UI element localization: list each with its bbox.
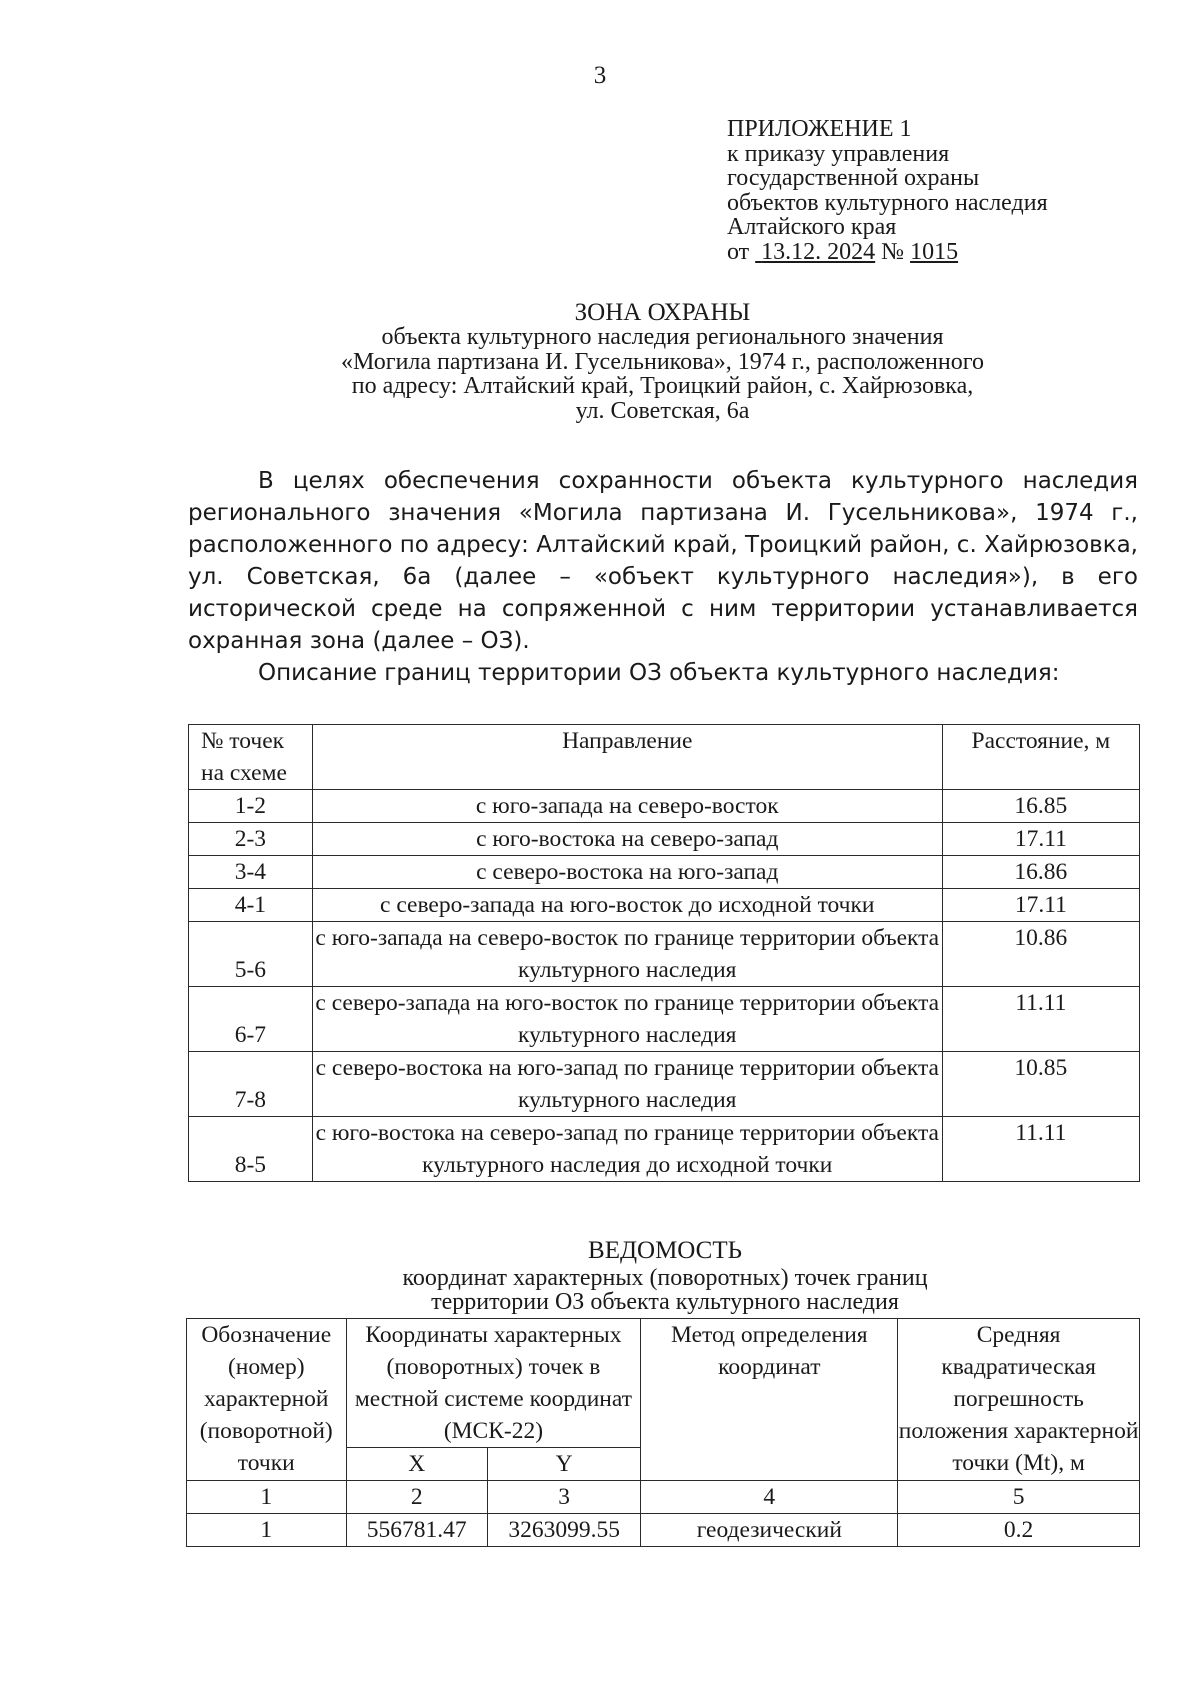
table-header-row (187, 1319, 1140, 1448)
number-sign: № (881, 238, 905, 265)
row-distance: 17.11 (942, 823, 1139, 856)
order-number: 1015 (910, 238, 959, 265)
boundary-description: Описание границ территории ОЗ объекта культурного наследия: (258, 660, 1060, 686)
header-coordinates: Координаты характерных (поворотных) точек в местной системе координат (МСК-22) (346, 1319, 641, 1448)
table-row (189, 1117, 1140, 1182)
header-points: № точек на схеме (189, 725, 313, 790)
row-direction: с юго-запада на северо-восток по границе территории объекта культурного наследия (312, 922, 942, 987)
table-row (189, 889, 1140, 922)
intro-paragraph (188, 465, 1138, 657)
order-date: 13.12. 2024 (761, 238, 876, 265)
zone-subtitle-line: ул. Советская, 6а (575, 397, 750, 424)
header-error: Средняя квадратическая погрешность положения характерной точки (Mt), м (898, 1319, 1140, 1481)
row-points: 6-7 (189, 987, 313, 1052)
table-row (189, 1052, 1140, 1117)
header-direction: Направление (312, 725, 942, 790)
zone-subtitle-line: «Могила партизана И. Гусельникова», 1974 г., расположенного (340, 348, 984, 375)
appendix-line: к приказу управления (727, 140, 950, 167)
row-method: геодезический (641, 1514, 898, 1547)
zone-subtitle-line: объекта культурного наследия регионального значения (381, 324, 944, 350)
appendix-date-line (727, 240, 1167, 265)
column-number: 1 (187, 1481, 347, 1514)
table-header-row (189, 725, 1140, 790)
header-method: Метод определения координат (641, 1319, 898, 1481)
vedomost-subtitle (0, 1266, 1200, 1314)
zone-subtitle-line: по адресу: Алтайский край, Троицкий район, с. Хайрюзовка, (351, 373, 974, 399)
row-direction: с северо-востока на юго-запад (312, 856, 942, 889)
row-points: 3-4 (189, 856, 313, 889)
row-distance: 10.86 (942, 922, 1139, 987)
row-distance: 11.11 (942, 1117, 1139, 1182)
header-designation: Обозначение (номер) характерной (поворотной) точки (187, 1319, 347, 1481)
row-points: 1-2 (189, 790, 313, 823)
row-points: 7-8 (189, 1052, 313, 1117)
row-direction: с северо-запада на юго-восток по границе территории объекта культурного наследия (312, 987, 942, 1052)
page-number: 3 (593, 62, 607, 89)
table-row (189, 987, 1140, 1052)
column-number: 5 (898, 1481, 1140, 1514)
appendix-line: Алтайского края (727, 214, 897, 240)
row-direction: с юго-востока на северо-запад по границе территории объекта культурного наследия до исходной точки (312, 1117, 942, 1182)
row-y: 3263099.55 (487, 1514, 640, 1547)
table-row (189, 790, 1140, 823)
row-direction: с юго-востока на северо-запад (312, 823, 942, 856)
appendix-title: ПРИЛОЖЕНИЕ 1 (727, 116, 912, 142)
vedomost-subtitle-line: координат характерных (поворотных) точек границ (402, 1265, 928, 1291)
row-direction: с юго-запада на северо-восток (312, 790, 942, 823)
row-points: 5-6 (189, 922, 313, 987)
table-row (189, 856, 1140, 889)
appendix-block (727, 117, 1167, 264)
row-points: 2-3 (189, 823, 313, 856)
row-distance: 17.11 (942, 889, 1139, 922)
intro-text: В целях обеспечения сохранности объекта культурного наследия регионального значения «Могила партизана И. Гусельникова», 1974 г., расположенного по адресу: Алтайский край, Троицкий район, с. Хайрюзовка, ул. Советская, 6а (далее – «объект культурного наследия»), в его исторической среде на сопряженной с ним территории устанавливается охранная зона (далее – ОЗ). (188, 468, 1138, 654)
column-number: 4 (641, 1481, 898, 1514)
row-direction: с северо-востока на юго-запад по границе территории объекта культурного наследия (312, 1052, 942, 1117)
row-error: 0.2 (898, 1514, 1140, 1547)
row-direction: с северо-запада на юго-восток до исходной точки (312, 889, 942, 922)
boundary-table (188, 724, 1140, 1182)
row-distance: 10.85 (942, 1052, 1139, 1117)
column-number: 3 (487, 1481, 640, 1514)
column-number: 2 (346, 1481, 487, 1514)
row-distance: 16.85 (942, 790, 1139, 823)
row-points: 4-1 (189, 889, 313, 922)
vedomost-subtitle-line: территории ОЗ объекта культурного наследия (431, 1289, 899, 1315)
header-y: Y (487, 1448, 640, 1481)
appendix-line: государственной охраны (727, 165, 980, 191)
coordinates-table (186, 1318, 1140, 1547)
row-x: 556781.47 (346, 1514, 487, 1547)
appendix-line: объектов культурного наследия (727, 189, 1048, 216)
column-number-row (187, 1481, 1140, 1514)
zone-title: ЗОНА ОХРАНЫ (574, 299, 751, 326)
table-row (189, 823, 1140, 856)
table-row (187, 1514, 1140, 1547)
date-prefix: от (727, 238, 750, 265)
table-row (189, 922, 1140, 987)
header-x: X (346, 1448, 487, 1481)
row-points: 8-5 (189, 1117, 313, 1182)
row-point: 1 (187, 1514, 347, 1547)
row-distance: 16.86 (942, 856, 1139, 889)
header-distance: Расстояние, м (942, 725, 1139, 790)
vedomost-title: ВЕДОМОСТЬ (588, 1237, 742, 1264)
zone-subtitle (0, 325, 1200, 423)
row-distance: 11.11 (942, 987, 1139, 1052)
